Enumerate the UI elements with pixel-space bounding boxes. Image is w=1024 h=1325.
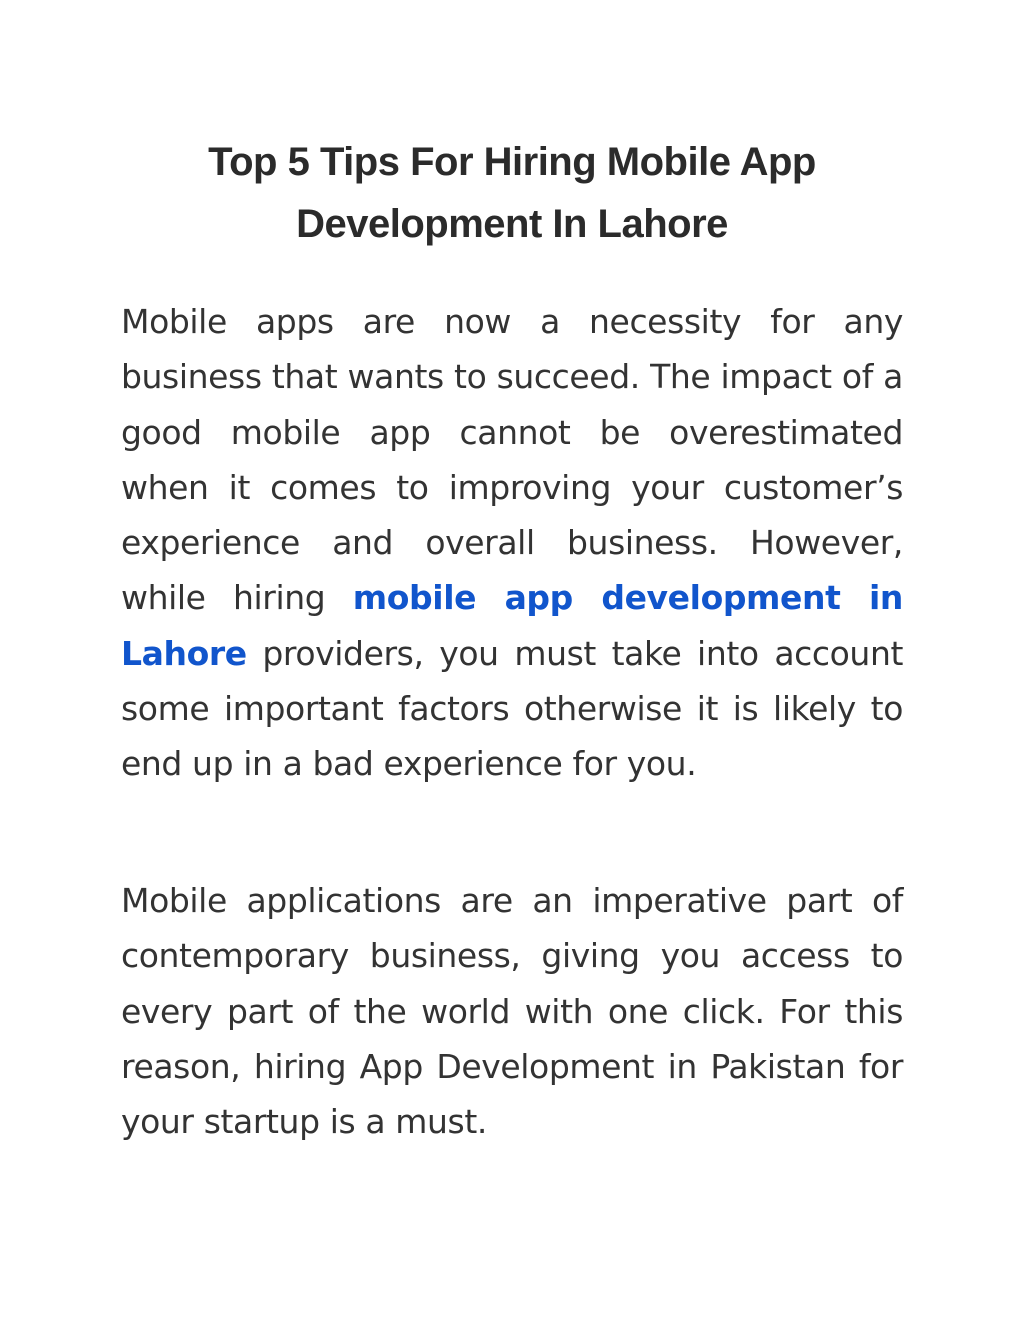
second-paragraph: Mobile applications are an imperative part of contemporary business, giving you access to every part of the world with one click. For this reason, hiring App Development in Pakistan for your startup is a must. <box>121 881 903 1142</box>
mobile-app-development-link[interactable]: mobile app development in Lahore <box>121 578 903 673</box>
intro-text-after-link: providers, you must take into account some important factors otherwise it is likely to end up in a bad experience for you. <box>121 633 903 784</box>
page-title: Top 5 Tips For Hiring Mobile App Development In Lahore <box>208 140 816 246</box>
intro-paragraph <box>121 294 903 792</box>
intro-text-before-link: Mobile apps are now a necessity for any business that wants to succeed. The impact of a good mobile app cannot be overestimated when it comes to improving your customer’s experience and overall business. However, while hiring <box>121 302 903 618</box>
